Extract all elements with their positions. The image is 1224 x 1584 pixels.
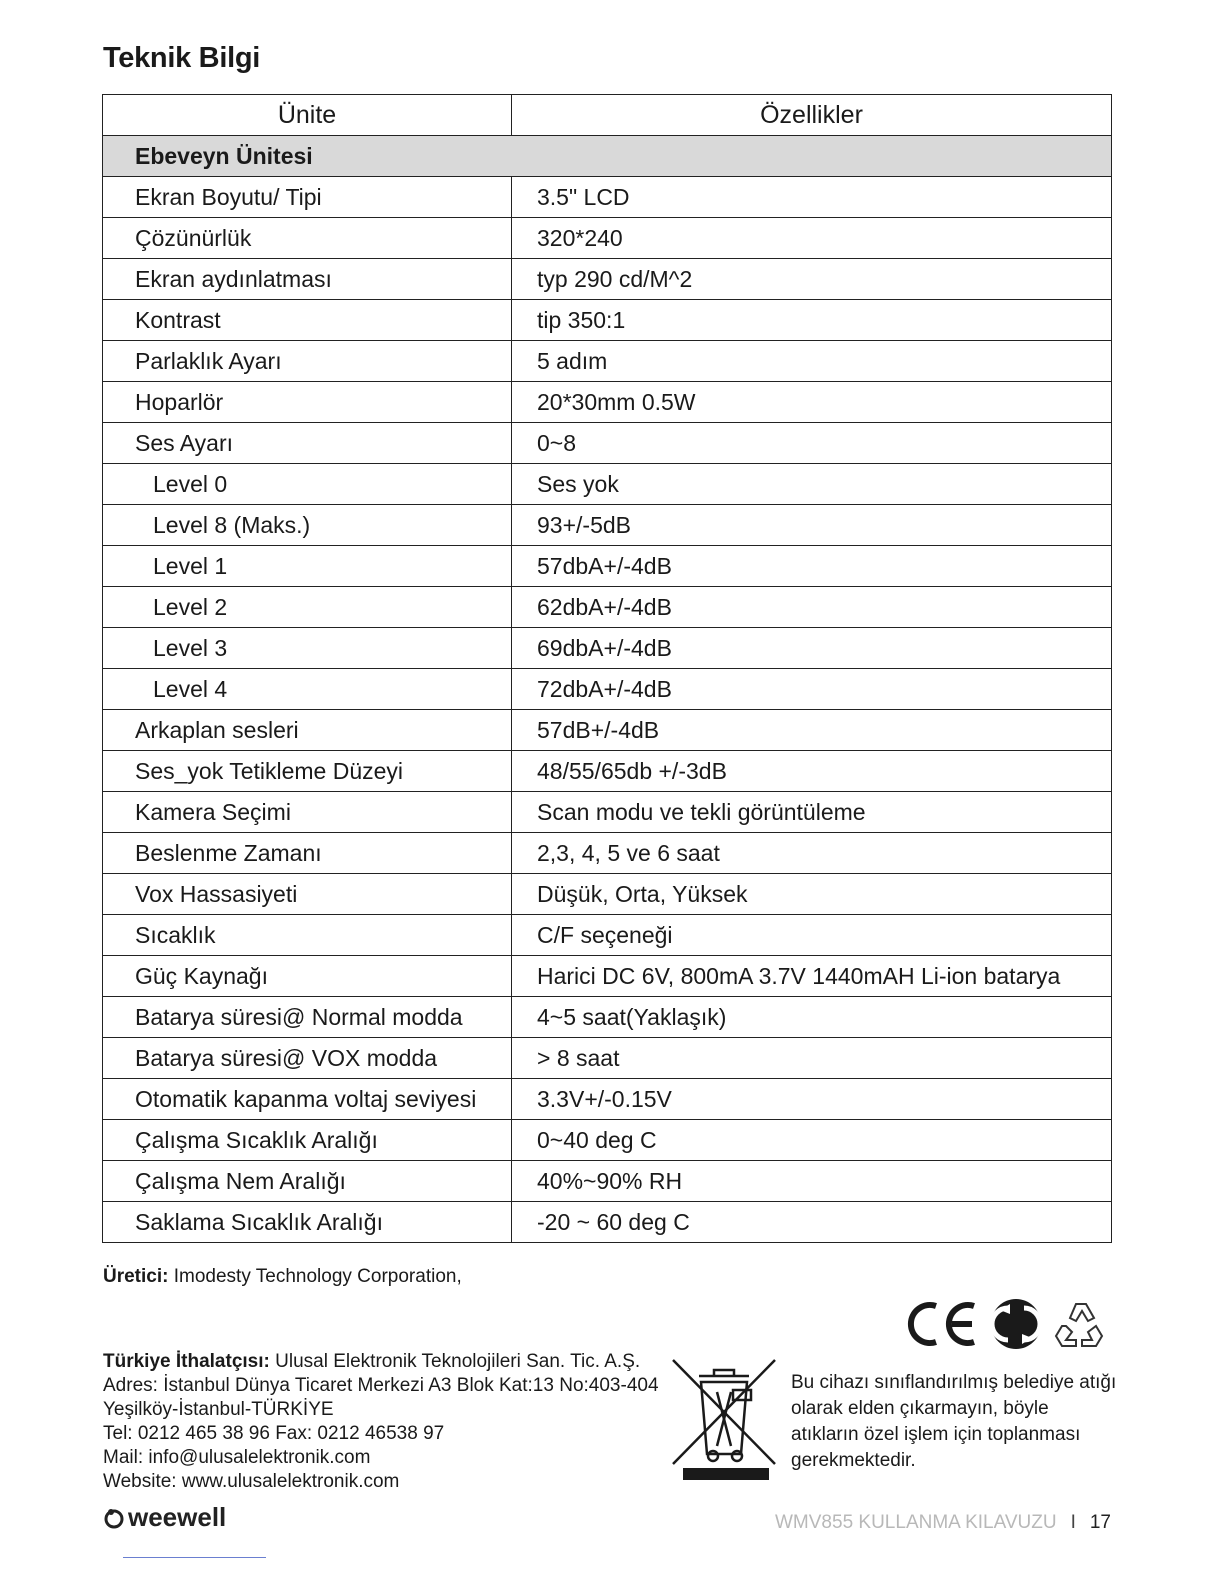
importer-website: Website: www.ulusalelektronik.com	[103, 1471, 400, 1492]
table-row	[103, 464, 1112, 505]
manufacturer-label: Üretici:	[103, 1266, 169, 1287]
spec-value: 320*240	[512, 218, 1112, 259]
spec-label: Çalışma Sıcaklık Aralığı	[103, 1120, 512, 1161]
spec-value: 0~40 deg C	[512, 1120, 1112, 1161]
weee-notice: Bu cihazı sınıflandırılmış belediye atığı olarak elden çıkarmayın, böyle atıkların özel işlem için toplanması gerekmektedir.	[791, 1372, 1117, 1471]
spec-label: Kontrast	[103, 300, 512, 341]
importer-city: Yeşilköy-İstanbul-TÜRKİYE	[103, 1399, 334, 1420]
table-row	[103, 874, 1112, 915]
spec-label: Ekran Boyutu/ Tipi	[103, 177, 512, 218]
table-row	[103, 956, 1112, 997]
spec-label: Kamera Seçimi	[103, 792, 512, 833]
spec-value: -20 ~ 60 deg C	[512, 1202, 1112, 1243]
table-row	[103, 300, 1112, 341]
spec-value: 57dbA+/-4dB	[512, 546, 1112, 587]
spec-label: Level 2	[103, 587, 512, 628]
manufacturer-line	[103, 1266, 462, 1288]
table-row	[103, 751, 1112, 792]
page-footer	[775, 1512, 1111, 1534]
spec-label: Arkaplan sesleri	[103, 710, 512, 751]
spec-value: 40%~90% RH	[512, 1161, 1112, 1202]
spec-table	[102, 94, 1112, 1243]
section-row	[103, 136, 1112, 177]
table-row	[103, 628, 1112, 669]
spec-value: > 8 saat	[512, 1038, 1112, 1079]
spec-label: Level 1	[103, 546, 512, 587]
spec-value: 2,3, 4, 5 ve 6 saat	[512, 833, 1112, 874]
importer-mail: Mail: info@ulusalelektronik.com	[103, 1447, 371, 1468]
footer-separator: I	[1070, 1512, 1076, 1533]
spec-label: Çalışma Nem Aralığı	[103, 1161, 512, 1202]
table-row	[103, 1202, 1112, 1243]
column-header-features: Özellikler	[512, 95, 1112, 136]
table-row	[103, 1038, 1112, 1079]
spec-label: Hoparlör	[103, 382, 512, 423]
table-header-row	[103, 95, 1112, 136]
spec-value: Ses yok	[512, 464, 1112, 505]
page-title: Teknik Bilgi	[103, 42, 261, 74]
spec-value: 72dbA+/-4dB	[512, 669, 1112, 710]
spec-label: Level 4	[103, 669, 512, 710]
spec-value: tip 350:1	[512, 300, 1112, 341]
spec-label: Parlaklık Ayarı	[103, 341, 512, 382]
spec-value: 93+/-5dB	[512, 505, 1112, 546]
table-row	[103, 546, 1112, 587]
table-row	[103, 587, 1112, 628]
spec-value: 3.3V+/-0.15V	[512, 1079, 1112, 1120]
spec-label: Level 8 (Maks.)	[103, 505, 512, 546]
spec-label: Ses_yok Tetikleme Düzeyi	[103, 751, 512, 792]
table-row	[103, 177, 1112, 218]
importer-phone: Tel: 0212 465 38 96 Fax: 0212 46538 97	[103, 1423, 445, 1444]
table-row	[103, 1120, 1112, 1161]
crossed-bin-icon	[669, 1356, 779, 1482]
spec-value: 3.5" LCD	[512, 177, 1112, 218]
footer-doc-title: WMV855 KULLANMA KILAVUZU	[775, 1512, 1057, 1533]
spec-label: Ekran aydınlatması	[103, 259, 512, 300]
table-row	[103, 382, 1112, 423]
spec-label: Otomatik kapanma voltaj seviyesi	[103, 1079, 512, 1120]
table-row	[103, 505, 1112, 546]
table-row	[103, 1161, 1112, 1202]
spec-label: Batarya süresi@ VOX modda	[103, 1038, 512, 1079]
spec-value: Scan modu ve tekli görüntüleme	[512, 792, 1112, 833]
spec-label: Sıcaklık	[103, 915, 512, 956]
table-row	[103, 669, 1112, 710]
spec-value: 4~5 saat(Yaklaşık)	[512, 997, 1112, 1038]
spec-value: 0~8	[512, 423, 1112, 464]
spec-label: Level 3	[103, 628, 512, 669]
column-header-unit: Ünite	[103, 95, 512, 136]
spec-value: 48/55/65db +/-3dB	[512, 751, 1112, 792]
table-row	[103, 997, 1112, 1038]
spec-value: 69dbA+/-4dB	[512, 628, 1112, 669]
spec-label: Çözünürlük	[103, 218, 512, 259]
section-title: Ebeveyn Ünitesi	[103, 136, 1112, 177]
spec-label: Ses Ayarı	[103, 423, 512, 464]
spec-label: Level 0	[103, 464, 512, 505]
table-row	[103, 915, 1112, 956]
footer-rule	[123, 1557, 266, 1558]
importer-block	[103, 1350, 659, 1494]
importer-name: Ulusal Elektronik Teknolojileri San. Tic. A.Ş.	[275, 1351, 641, 1372]
brand-dot-icon	[103, 1507, 125, 1529]
page-number: 17	[1089, 1512, 1111, 1533]
spec-value: C/F seçeneği	[512, 915, 1112, 956]
importer-address: Adres: İstanbul Dünya Ticaret Merkezi A3 Blok Kat:13 No:403-404	[103, 1375, 659, 1396]
importer-title-line	[103, 1350, 659, 1374]
spec-value: Harici DC 6V, 800mA 3.7V 1440mAH Li-ion batarya	[512, 956, 1112, 997]
table-row	[103, 423, 1112, 464]
table-row	[103, 833, 1112, 874]
spec-label: Güç Kaynağı	[103, 956, 512, 997]
table-row	[103, 218, 1112, 259]
spec-value: 5 adım	[512, 341, 1112, 382]
spec-label: Vox Hassasiyeti	[103, 874, 512, 915]
table-row	[103, 710, 1112, 751]
table-row	[103, 259, 1112, 300]
spec-label: Beslenme Zamanı	[103, 833, 512, 874]
spec-value: 20*30mm 0.5W	[512, 382, 1112, 423]
brand-logo	[103, 1502, 226, 1533]
spec-value: Düşük, Orta, Yüksek	[512, 874, 1112, 915]
compliance-logos	[896, 1296, 1111, 1352]
ce-mark-icon	[911, 1305, 974, 1343]
table-row	[103, 792, 1112, 833]
spec-label: Batarya süresi@ Normal modda	[103, 997, 512, 1038]
spec-value: 62dbA+/-4dB	[512, 587, 1112, 628]
recycle-icon	[1056, 1304, 1102, 1346]
brand-name: weewell	[128, 1502, 227, 1532]
importer-label: Türkiye İthalatçısı:	[103, 1351, 270, 1372]
spec-value: typ 290 cd/M^2	[512, 259, 1112, 300]
manufacturer-name: Imodesty Technology Corporation,	[173, 1266, 462, 1287]
spec-label: Saklama Sıcaklık Aralığı	[103, 1202, 512, 1243]
table-row	[103, 1079, 1112, 1120]
spec-value: 57dB+/-4dB	[512, 710, 1112, 751]
green-dot-icon	[991, 1299, 1041, 1349]
table-row	[103, 341, 1112, 382]
